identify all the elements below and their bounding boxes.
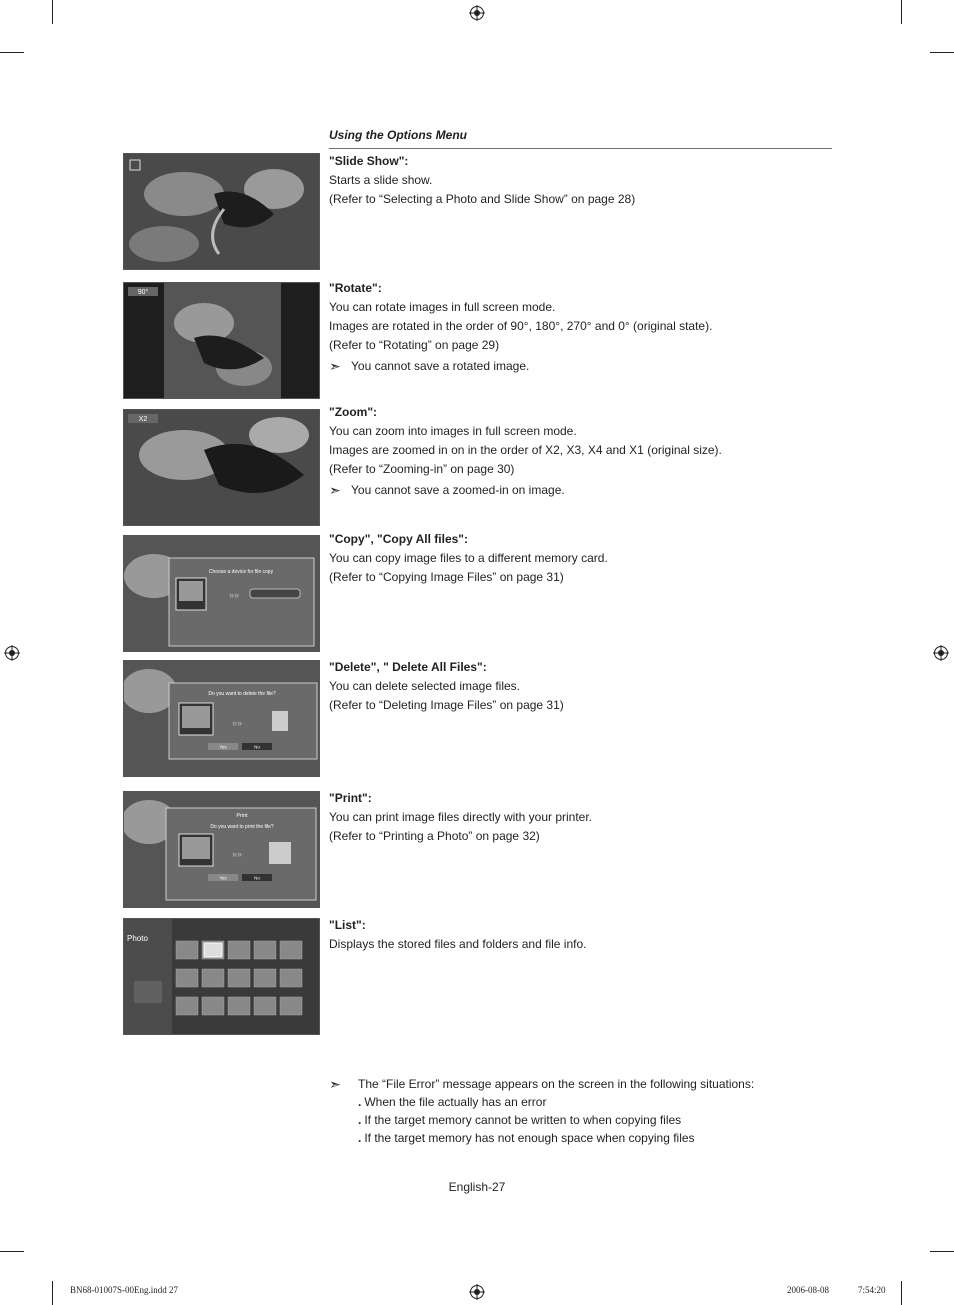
zoom-description	[329, 403, 829, 500]
print-no-label: No	[254, 875, 260, 881]
note-arrow-icon: ➣	[329, 1076, 341, 1092]
item-line: You can delete selected image files.	[329, 679, 521, 693]
item-line: You can zoom into images in full screen mode.	[329, 424, 577, 438]
file-error-note	[329, 1075, 754, 1147]
item-note	[329, 357, 829, 376]
rotate-description	[329, 279, 829, 376]
registration-mark-icon	[469, 1284, 485, 1300]
item-line: Images are rotated in the order of 90°, 180°, 270° and 0° (original state).	[329, 319, 713, 333]
item-heading: "Slide Show":	[329, 154, 409, 168]
item-line: You can rotate images in full screen mode.	[329, 300, 556, 314]
zoom-thumbnail	[123, 409, 320, 526]
crop-mark	[52, 0, 53, 24]
item-line: (Refer to “Rotating” on page 29)	[329, 338, 500, 352]
crop-mark	[0, 1251, 24, 1252]
print-yes-label: Yes	[219, 875, 227, 881]
list-description	[329, 916, 829, 954]
bullet-item: . If the target memory cannot be written to when copying files	[329, 1111, 754, 1129]
delete-dialog-text: Do you want to delete the file?	[208, 691, 276, 697]
file-error-intro	[329, 1075, 754, 1093]
item-heading: "Rotate":	[329, 281, 382, 295]
item-heading: "Delete", " Delete All Files":	[329, 660, 487, 674]
print-description	[329, 789, 829, 846]
list-screen-title: Photo	[127, 934, 148, 943]
item-heading: "Zoom":	[329, 405, 378, 419]
copy-description	[329, 530, 829, 587]
item-heading: "Copy", "Copy All files":	[329, 532, 468, 546]
item-line: You can copy image files to a different memory card.	[329, 551, 608, 565]
note-text: The “File Error” message appears on the screen in the following situations:	[358, 1077, 755, 1091]
item-heading: "List":	[329, 918, 366, 932]
footer-time: 7:54:20	[858, 1285, 886, 1295]
svg-text:»»: »»	[229, 590, 240, 600]
zoom-badge: X2	[138, 416, 148, 423]
item-line: (Refer to “Deleting Image Files” on page 31)	[329, 698, 564, 712]
slideshow-description	[329, 152, 829, 209]
section-rule	[329, 148, 832, 149]
delete-thumbnail	[123, 660, 320, 777]
page-number: English-27	[448, 1180, 506, 1194]
crop-mark	[901, 1281, 902, 1305]
section-title: Using the Options Menu	[329, 128, 467, 142]
copy-thumbnail	[123, 535, 320, 652]
footer-file: BN68-01007S-00Eng.indd 27	[70, 1285, 178, 1295]
item-line: Starts a slide show.	[329, 173, 433, 187]
registration-mark-icon	[933, 645, 949, 661]
crop-mark	[52, 1281, 53, 1305]
copy-dialog-text: Choose a device for file copy	[208, 569, 274, 575]
item-line: (Refer to “Copying Image Files” on page 31)	[329, 570, 564, 584]
bullet-item: . When the file actually has an error	[329, 1093, 754, 1111]
rotate-badge: 90°	[137, 289, 149, 296]
item-line: (Refer to “Printing a Photo” on page 32)	[329, 829, 540, 843]
note-text: You cannot save a rotated image.	[351, 359, 530, 373]
print-thumbnail	[123, 791, 320, 908]
bullet-item: . If the target memory has not enough space when copying files	[329, 1129, 754, 1147]
footer-date: 2006-08-08	[787, 1285, 829, 1295]
crop-mark	[930, 1251, 954, 1252]
note-arrow-icon: ➣	[329, 482, 341, 498]
item-note	[329, 481, 829, 500]
note-arrow-icon: ➣	[329, 358, 341, 374]
registration-mark-icon	[469, 5, 485, 21]
delete-description	[329, 658, 829, 715]
print-dialog-title: Print	[236, 813, 248, 819]
svg-text:»»: »»	[232, 849, 243, 859]
item-line: Images are zoomed in on in the order of X2, X3, X4 and X1 (original size).	[329, 443, 722, 457]
item-heading: "Print":	[329, 791, 372, 805]
crop-mark	[930, 52, 954, 53]
rotate-thumbnail	[123, 282, 320, 399]
svg-text:»»: »»	[232, 718, 243, 728]
print-dialog-text: Do you want to print the file?	[210, 824, 274, 830]
crop-mark	[901, 0, 902, 24]
item-line: You can print image files directly with your printer.	[329, 810, 593, 824]
delete-yes-label: Yes	[219, 744, 227, 750]
crop-mark	[0, 52, 24, 53]
delete-no-label: No	[254, 744, 260, 750]
slideshow-thumbnail	[123, 153, 320, 270]
registration-mark-icon	[4, 645, 20, 661]
note-text: You cannot save a zoomed-in on image.	[351, 483, 565, 497]
item-line: Displays the stored files and folders and file info.	[329, 937, 587, 951]
item-line: (Refer to “Selecting a Photo and Slide Show” on page 28)	[329, 192, 636, 206]
item-line: (Refer to “Zooming-in” on page 30)	[329, 462, 515, 476]
list-thumbnail	[123, 918, 320, 1035]
